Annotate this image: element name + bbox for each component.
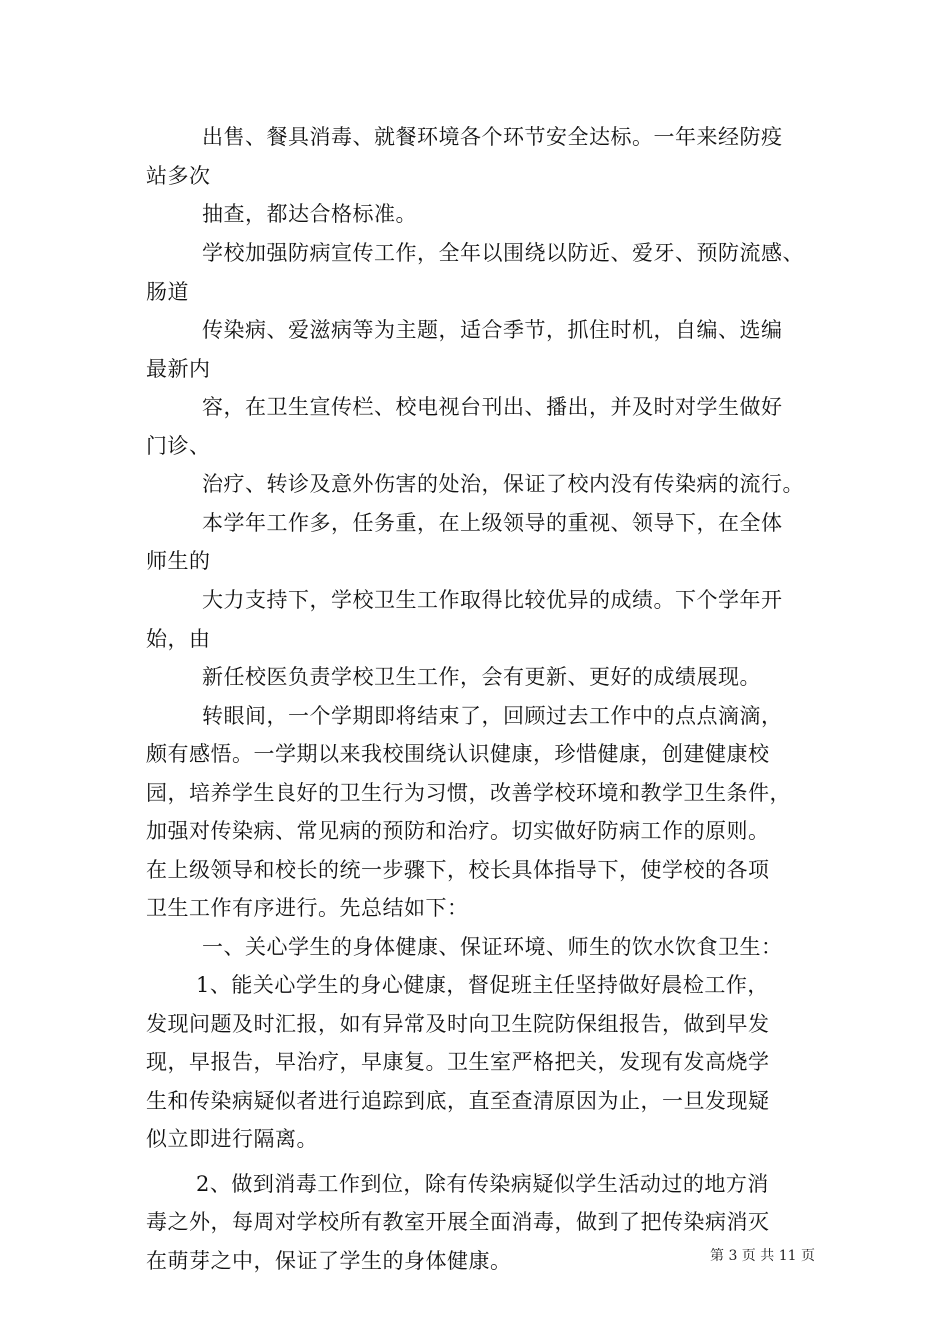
text-line: 园，培养学生良好的卫生行为习惯，改善学校环境和教学卫生条件， xyxy=(146,781,791,805)
text-line: 颇有感悟。一学期以来我校围绕认识健康，珍惜健康，创建健康校 xyxy=(146,742,770,766)
page-number: 第 3 页 共 11 页 xyxy=(710,1248,815,1264)
text-line: 生和传染病疑似者进行追踪到底，直至查清原因为止，一旦发现疑 xyxy=(146,1089,770,1113)
text-line: 新任校医负责学校卫生工作，会有更新、更好的成绩展现。 xyxy=(202,665,761,689)
text-line: 本学年工作多，任务重，在上级领导的重视、领导下，在全体 xyxy=(202,511,783,535)
text-line: 1、能关心学生的身心健康，督促班主任坚持做好晨检工作， xyxy=(196,973,769,997)
text-line: 现，早报告，早治疗，早康复。卫生室严格把关，发现有发高烧学 xyxy=(146,1050,770,1074)
text-line: 在上级领导和校长的统一步骤下，校长具体指导下，使学校的各项 xyxy=(146,858,770,882)
text-line: 毒之外，每周对学校所有教室开展全面消毒，做到了把传染病消灭 xyxy=(146,1210,770,1234)
text-line: 传染病、爱滋病等为主题，适合季节，抓住时机，自编、选编 xyxy=(202,318,783,342)
section-heading: 一、关心学生的身体健康、保证环境、师生的饮水饮食卫生： xyxy=(202,935,783,959)
text-line: 卫生工作有序进行。先总结如下： xyxy=(146,896,469,920)
text-line: 出售、餐具消毒、就餐环境各个环节安全达标。一年来经防疫 xyxy=(202,125,783,149)
text-line: 治疗、转诊及意外伤害的处治，保证了校内没有传染病的流行。 xyxy=(202,472,804,496)
text-line: 肠道 xyxy=(146,280,189,304)
text-line: 门诊、 xyxy=(146,434,211,458)
text-line: 抽查，都达合格标准。 xyxy=(202,202,417,226)
text-line: 似立即进行隔离。 xyxy=(146,1127,318,1151)
text-line: 师生的 xyxy=(146,549,211,573)
text-line: 站多次 xyxy=(146,164,211,188)
text-line: 转眼间，一个学期即将结束了，回顾过去工作中的点点滴滴， xyxy=(202,704,783,728)
text-line: 始，由 xyxy=(146,627,211,651)
text-line: 加强对传染病、常见病的预防和治疗。切实做好防病工作的原则。 xyxy=(146,819,770,843)
text-line: 大力支持下，学校卫生工作取得比较优异的成绩。下个学年开 xyxy=(202,588,783,612)
text-line: 2、做到消毒工作到位，除有传染病疑似学生活动过的地方消 xyxy=(196,1172,769,1196)
text-line: 发现问题及时汇报，如有异常及时向卫生院防保组报告，做到早发 xyxy=(146,1012,770,1036)
text-line: 在萌芽之中，保证了学生的身体健康。 xyxy=(146,1249,512,1273)
text-line: 容，在卫生宣传栏、校电视台刊出、播出，并及时对学生做好 xyxy=(202,395,783,419)
text-line: 学校加强防病宣传工作，全年以围绕以防近、爱牙、预防流感、 xyxy=(202,241,804,265)
text-line: 最新内 xyxy=(146,357,211,381)
